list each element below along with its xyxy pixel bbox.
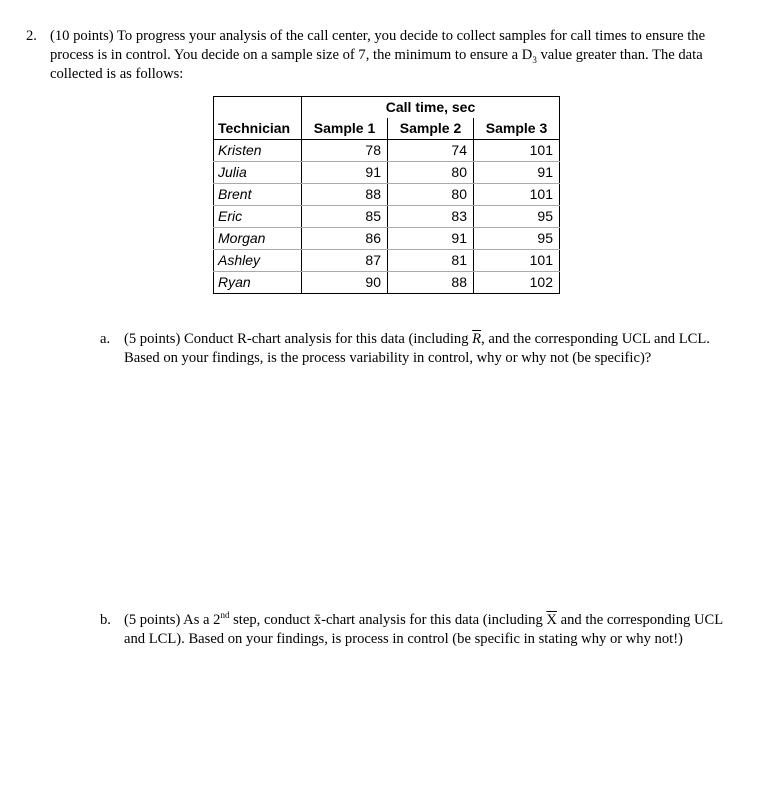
r-bar-symbol: $\overline{R}$: [472, 331, 482, 347]
d-subscript: 3: [532, 54, 537, 65]
question-text: (10 points) To progress your analysis of the call center, you decide to collect samples for call times to ensure the process is in control. You decide on a sample size of 7, the minimum to ensure a $D_3$ value greater than. The data collected is as follows:: [50, 28, 706, 82]
sample-1-value: 90: [302, 272, 388, 294]
table-row: [214, 228, 560, 250]
header-sample-2: Sample 2: [388, 118, 474, 140]
table-row: [214, 206, 560, 228]
sample-3-value: 95: [474, 206, 560, 228]
table-row: [214, 140, 560, 162]
part-a: [100, 330, 740, 368]
question-2: [26, 27, 736, 84]
part-b-label: b.: [100, 612, 111, 628]
part-a-label: a.: [100, 331, 111, 347]
sample-3-value: 102: [474, 272, 560, 294]
technician-name: Julia: [214, 162, 302, 184]
sample-3-value: 101: [474, 140, 560, 162]
header-technician: Technician: [214, 118, 302, 140]
sample-3-value: 95: [474, 228, 560, 250]
table-row: [214, 162, 560, 184]
sample-1-value: 86: [302, 228, 388, 250]
technician-name: Ryan: [214, 272, 302, 294]
sample-2-value: 91: [388, 228, 474, 250]
sample-2-value: 80: [388, 184, 474, 206]
sample-2-value: 83: [388, 206, 474, 228]
part-b-text: (5 points) As a 2nd step, conduct x̄-chart analysis for this data (including $\overline{X}$ and the corresponding UCL and LCL). Based on your findings, is process in control (be specific in stating why or why not!): [124, 610, 723, 647]
header-sample-3: Sample 3: [474, 118, 560, 140]
technician-name: Kristen: [214, 140, 302, 162]
sample-1-value: 88: [302, 184, 388, 206]
header-blank: [214, 97, 302, 119]
table-title: Call time, sec: [302, 97, 560, 119]
sample-1-value: 91: [302, 162, 388, 184]
x-bar-symbol: $\overline{X}$: [546, 612, 557, 628]
table-row: [214, 184, 560, 206]
header-sample-1: Sample 1: [302, 118, 388, 140]
call-time-table: [213, 96, 560, 294]
technician-name: Eric: [214, 206, 302, 228]
table-row: [214, 250, 560, 272]
sample-3-value: 101: [474, 250, 560, 272]
technician-name: Ashley: [214, 250, 302, 272]
table-row: [214, 272, 560, 294]
sample-1-value: 78: [302, 140, 388, 162]
technician-name: Brent: [214, 184, 302, 206]
sample-2-value: 74: [388, 140, 474, 162]
part-b: [100, 611, 740, 649]
question-number: 2.: [26, 28, 37, 44]
sample-2-value: 81: [388, 250, 474, 272]
sample-1-value: 87: [302, 250, 388, 272]
sample-2-value: 80: [388, 162, 474, 184]
sample-3-value: 101: [474, 184, 560, 206]
technician-name: Morgan: [214, 228, 302, 250]
sample-2-value: 88: [388, 272, 474, 294]
sample-3-value: 91: [474, 162, 560, 184]
nd-superscript: nd: [220, 610, 230, 621]
sample-1-value: 85: [302, 206, 388, 228]
part-a-text: (5 points) Conduct R-chart analysis for this data (including $\overline{R}$, and the corresponding UCL and LCL. Based on your findings, is the process variability in control, why or why not (be specific)?: [124, 331, 710, 366]
